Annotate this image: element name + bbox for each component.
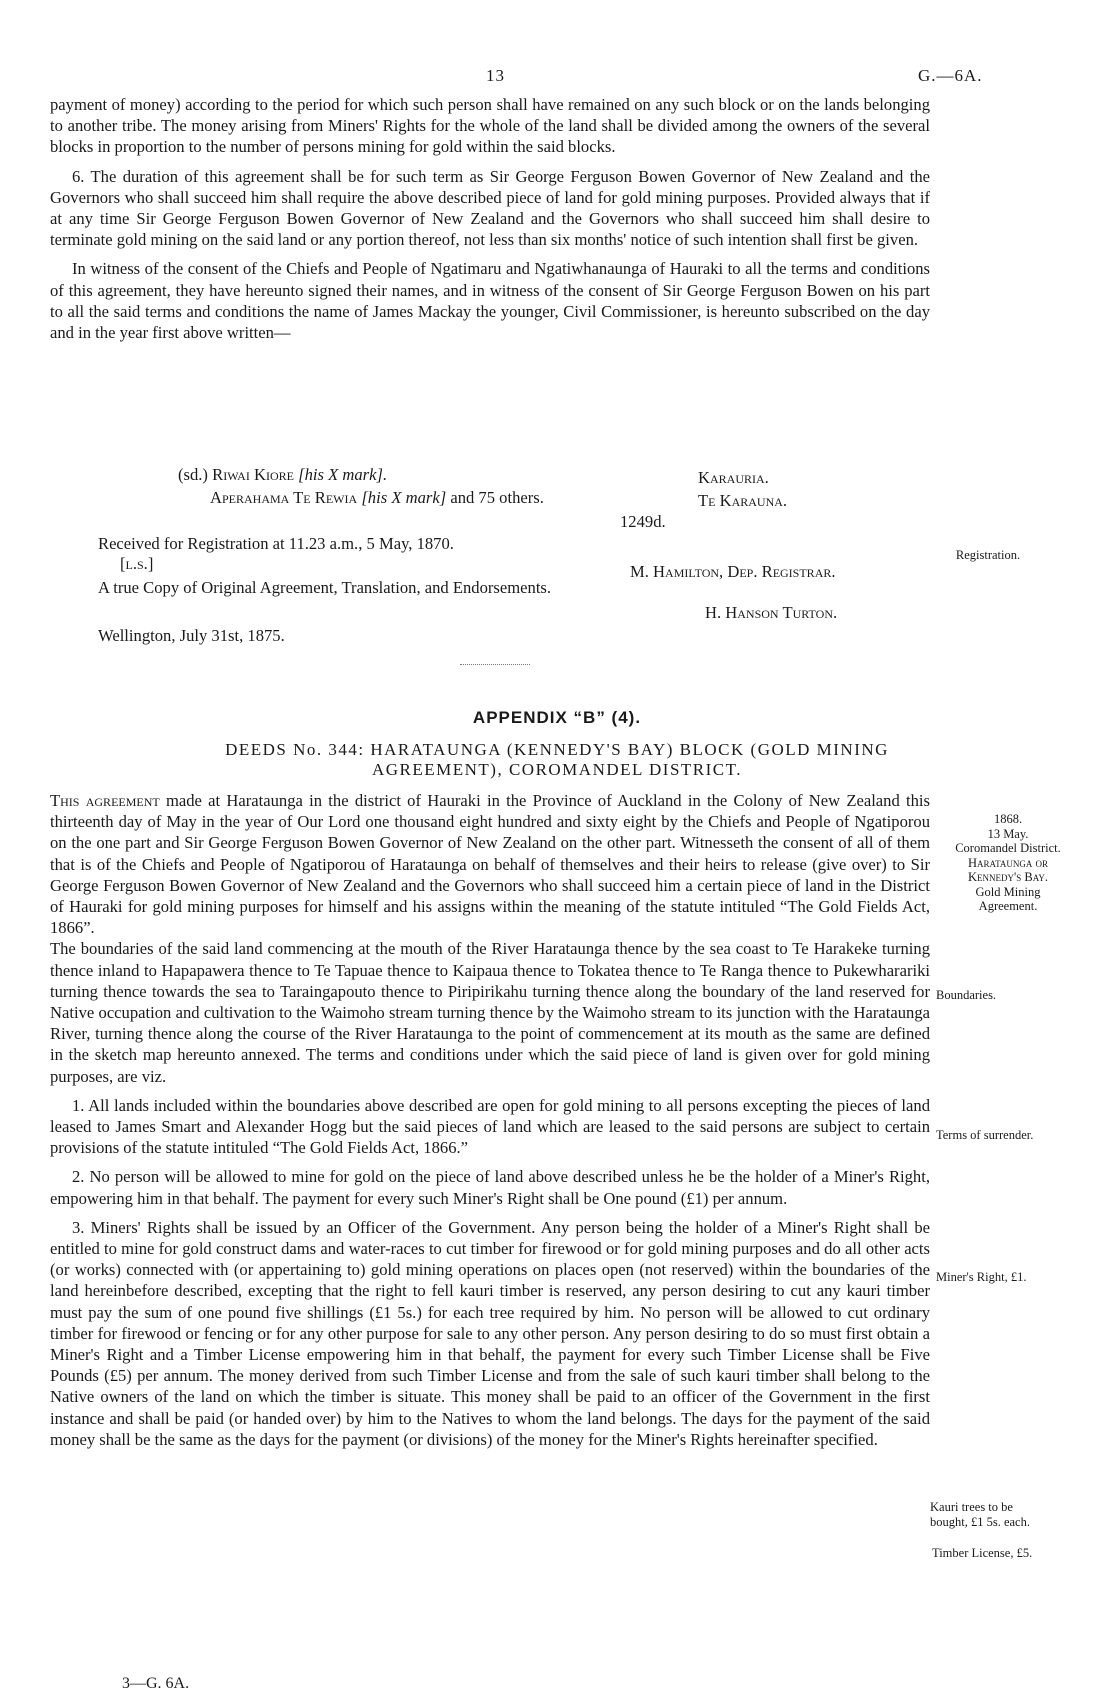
seal-mark: [l.s.]	[120, 554, 154, 573]
margin-registration: Registration.	[955, 548, 1021, 562]
series-number: G.—6A.	[918, 66, 983, 85]
paragraph-payment: payment of money) according to the period for which such person shall have remained on any such block or on the lands belonging to another tribe. The money arising from Miners' Rights for the whole of the land shall be divided among the owners of the several blocks in proportion to the number of persons mining for gold within the said blocks.	[50, 95, 930, 157]
margin-agreement-1: Gold Mining	[975, 884, 1041, 899]
margin-timber: Timber License, £5.	[932, 1546, 1033, 1560]
mark-1: [his X mark].	[298, 465, 388, 484]
paragraph-intro	[50, 790, 930, 938]
paragraph-boundaries: The boundaries of the said land commencing at the mouth of the River Harataunga thence by the sea coast to Te Harakeke turning thence inland to Hapapawera thence to Te Tapuae thence to Kaipaua thence to Tokatea thence to Te Ranga thence to Pukewharariki turning thence towards the sea to Taraingapouto thence to Piripirikahu turning thence along the boundary of the land reserved for Native occupation and cultivation to the Waimoho stream turning thence by the Waimoho stream to its junction with the Harataunga River, turning thence along the course of the River Harataunga to the point of commencement at its mouth as the same are defined in the sketch map hereunto annexed. The terms and conditions under which the said piece of land is given over for gold mining purposes, are viz.	[50, 939, 930, 1086]
agreement-body	[50, 790, 930, 1450]
deeds-heading-line-2: AGREEMENT), COROMANDEL DISTRICT.	[371, 760, 743, 779]
reference-number: 1249d.	[620, 512, 666, 531]
margin-terms: Terms of surrender.	[936, 1128, 1034, 1142]
wellington-date: Wellington, July 31st, 1875.	[98, 626, 285, 645]
signature-line-1	[178, 465, 387, 485]
hanson-turton: H. Hanson Turton.	[705, 603, 838, 622]
margin-boundaries: Boundaries.	[936, 988, 997, 1002]
margin-block-2: Kennedy's Bay.	[967, 870, 1049, 884]
and-others: and 75 others.	[450, 488, 544, 507]
margin-year: 1868.	[993, 812, 1023, 826]
signatory-karauria: Karauria.	[698, 468, 769, 487]
margin-agreement-2: Agreement.	[978, 899, 1038, 913]
intro-text: made at Harataunga in the district of Hauraki in the Province of Auckland in the Colony of New Zealand this thirteenth day of May in the year of Our Lord one thousand eight hundred and sixty eight by the Chiefs and People of Ngatiporou on the one part and Sir George Ferguson Bowen Governor of New Zealand on the other part. Witnesseth the consent of all of them that is of the Chiefs and People of Ngatiporou of Harataunga on behalf of themselves and their heirs to release (give over) to Sir George Ferguson Bowen Governor of New Zealand and the Governors who shall succeed him a certain piece of land in the District of Hauraki for gold mining purposes for himself and his assigns within the meaning of the statute intituled “The Gold Fields Act, 1866”.	[50, 791, 930, 938]
margin-block-1: Harataunga or	[968, 855, 1048, 870]
clause-3: 3. Miners' Rights shall be issued by an Officer of the Government. Any person being the holder of a Miner's Right shall be entitled to mine for gold construct dams and water-races to cut timber for firewood or for gold mining purposes and do all other acts (or works) connected with (or appertaining to) gold mining operations on places open (not reserved) within the boundaries of the land hereinbefore described, excepting that the right to fell kauri timber is reserved, any person desiring to cut any kauri timber must pay the sum of one pound five shillings (£1 5s.) for each tree required by him. No person will be allowed to cut ordinary timber for firewood or fencing or for any other purpose for sale to any other person. Any person desiring to do so must first obtain a Miner's Right and a Timber License empowering him in that behalf, the payment for every such Timber License shall be Five Pounds (£5) per annum. The money derived from such Timber License and from the sale of such kauri timber shall belong to the Native owners of the land on which the timber is situate. This money shall be paid to an officer of the Government in the first instance and shall be paid (or handed over) by him to the Natives to whom the land belongs. The days for the payment of the said money shall be the same as the days for the payment (or divisions) of the money for the Miner's Rights hereinafter specified.	[50, 1217, 930, 1449]
margin-district: Coromandel District.	[955, 841, 1061, 855]
sd-label: (sd.)	[178, 465, 208, 484]
margin-notes-agreement	[938, 812, 1078, 914]
signatory-riwai-kiore: Riwai Kiore	[212, 465, 294, 484]
received-for-registration: Received for Registration at 11.23 a.m., 5 May, 1870.	[98, 534, 454, 553]
intro-lead: This agreement	[50, 791, 160, 810]
section-divider	[460, 664, 530, 665]
appendix-title: APPENDIX “B” (4).	[472, 708, 642, 727]
clause-1: 1. All lands included within the boundaries above described are open for gold mining to all persons excepting the pieces of land leased to James Smart and Alexander Hogg but the said pieces of land which are leased to the said persons are subject to certain provisions of the statute intituled “The Gold Fields Act, 1866.”	[50, 1095, 930, 1158]
paragraph-duration: 6. The duration of this agreement shall be for such term as Sir George Ferguson Bowen Governor of New Zealand and the Governors who shall succeed him shall require the above described piece of land for gold mining purposes. Provided always that if at any time Sir George Ferguson Bowen Governor of New Zealand and the Governors who shall succeed him shall desire to terminate gold mining on the said land or any portion thereof, not less than six months' notice of such intention shall first be given.	[50, 166, 930, 250]
margin-kauri-1: Kauri trees to be	[930, 1500, 1013, 1514]
paragraph-witness: In witness of the consent of the Chiefs and People of Ngatimaru and Ngatiwhanaunga of Hauraki to all the terms and conditions of this agreement, they have hereunto signed their names, and in witness of the consent of Sir George Ferguson Bowen on his part to all the said terms and conditions the name of James Mackay the younger, Civil Commissioner, is hereunto subscribed on the day and in the year first above written—	[50, 259, 930, 343]
mark-2: [his X mark]	[361, 488, 447, 507]
margin-kauri-2: bought, £1 5s. each.	[930, 1514, 1030, 1529]
sheet-signature: 3—G. 6A.	[122, 1675, 190, 1692]
true-copy-statement: A true Copy of Original Agreement, Translation, and Endorsements.	[98, 578, 552, 597]
deputy-registrar: M. Hamilton, Dep. Registrar.	[630, 562, 836, 581]
margin-date: 13 May.	[987, 826, 1029, 841]
signature-line-2	[210, 488, 544, 508]
signatory-te-karauna: Te Karauna.	[698, 491, 788, 510]
margin-kauri	[930, 1500, 1080, 1529]
deeds-heading-line-1: DEEDS No. 344: HARATAUNGA (KENNEDY'S BAY) BLOCK (GOLD MINING	[225, 740, 889, 759]
page-number: 13	[486, 66, 505, 85]
top-text	[50, 94, 930, 343]
clause-2: 2. No person will be allowed to mine for gold on the piece of land above described unless he be the holder of a Miner's Right, empowering him in that behalf. The payment for every such Miner's Right shall be One pound (£1) per annum.	[50, 1167, 930, 1208]
margin-miners-right: Miner's Right, £1.	[936, 1270, 1027, 1284]
signatory-aperahama: Aperahama Te Rewia	[210, 488, 358, 507]
